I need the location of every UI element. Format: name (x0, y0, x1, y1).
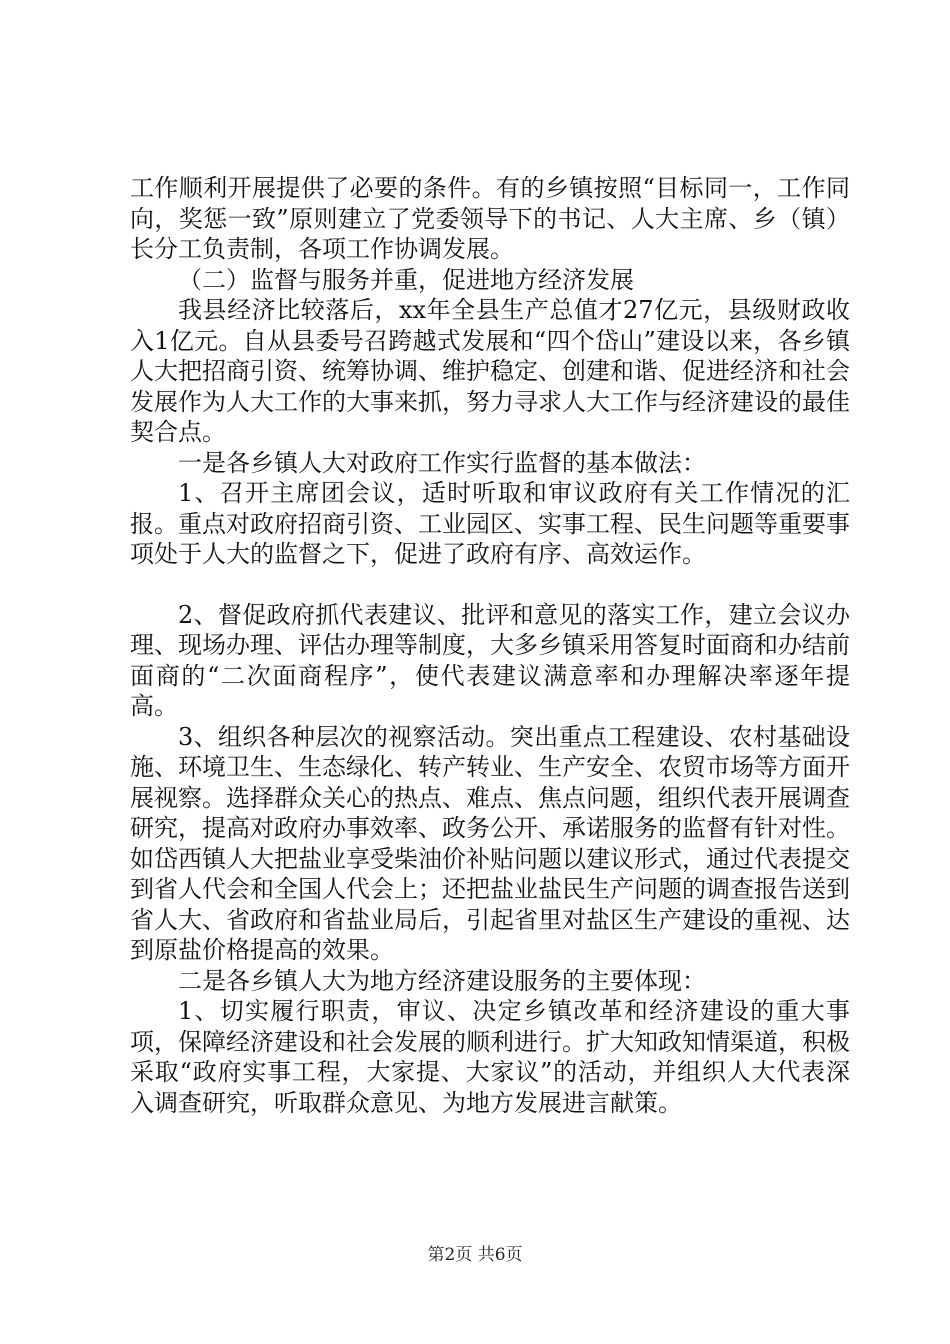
section-heading: （二）监督与服务并重，促进地方经济发展 (178, 265, 634, 294)
subheading-supervision: 一是各乡镇人大对政府工作实行监督的基本做法： (178, 448, 706, 477)
paragraph-continuation: 工作顺利开展提供了必要的条件。有的乡镇按照“目标同一，工作同向，奖惩一致”原则建立了党委领导下的书记、人大主席、乡（镇）长分工负责制，各项工作协调发展。 (130, 174, 850, 263)
subheading-service: 二是各乡镇人大为地方经济建设服务的主要体现： (178, 966, 706, 995)
document-body (130, 173, 850, 1118)
page-number: 第2页 共6页 (427, 1245, 523, 1265)
list-item-supervision-3: 3、组织各种层次的视察活动。突出重点工程建设、农村基础设施、环境卫生、生态绿化、转产转业、生产安全、农贸市场等方面开展视察。选择群众关心的热点、难点、焦点问题，组织代表开展调查研究，提高对政府办事效率、政务公开、承诺服务的监督有针对性。如岱西镇人大把盐业享受柴油价补贴问题以建议形式，通过代表提交到省人代会和全国人代会上；还把盐业盐民生产问题的调查报告送到省人大、省政府和省盐业局后，引起省里对盐区生产建设的重视、达到原盐价格提高的效果。 (130, 722, 850, 964)
list-item-supervision-1: 1、召开主席团会议，适时听取和审议政府有关工作情况的汇报。重点对政府招商引资、工业园区、实事工程、民生问题等重要事项处于人大的监督之下，促进了政府有序、高效运作。 (130, 479, 850, 568)
list-item-supervision-2: 2、督促政府抓代表建议、批评和意见的落实工作，建立会议办理、现场办理、评估办理等制度，大多乡镇采用答复时面商和办结前面商的“二次面商程序”，使代表建议满意率和办理解决率逐年提高。 (130, 600, 850, 720)
list-item-service-1: 1、切实履行职责，审议、决定乡镇改革和经济建设的重大事项，保障经济建设和社会发展的顺利进行。扩大知政知情渠道，积极采取“政府实事工程，大家提、大家议”的活动，并组织人大代表深入调查研究，听取群众意见、为地方发展进言献策。 (130, 997, 850, 1117)
paragraph-economy: 我县经济比较落后，xx年全县生产总值才27亿元，县级财政收入1亿元。自从县委号召跨越式发展和“四个岱山”建设以来，各乡镇人大把招商引资、统筹协调、维护稳定、创建和谐、促进经济和社会发展作为人大工作的大事来抓，努力寻求人大工作与经济建设的最佳契合点。 (130, 296, 850, 446)
